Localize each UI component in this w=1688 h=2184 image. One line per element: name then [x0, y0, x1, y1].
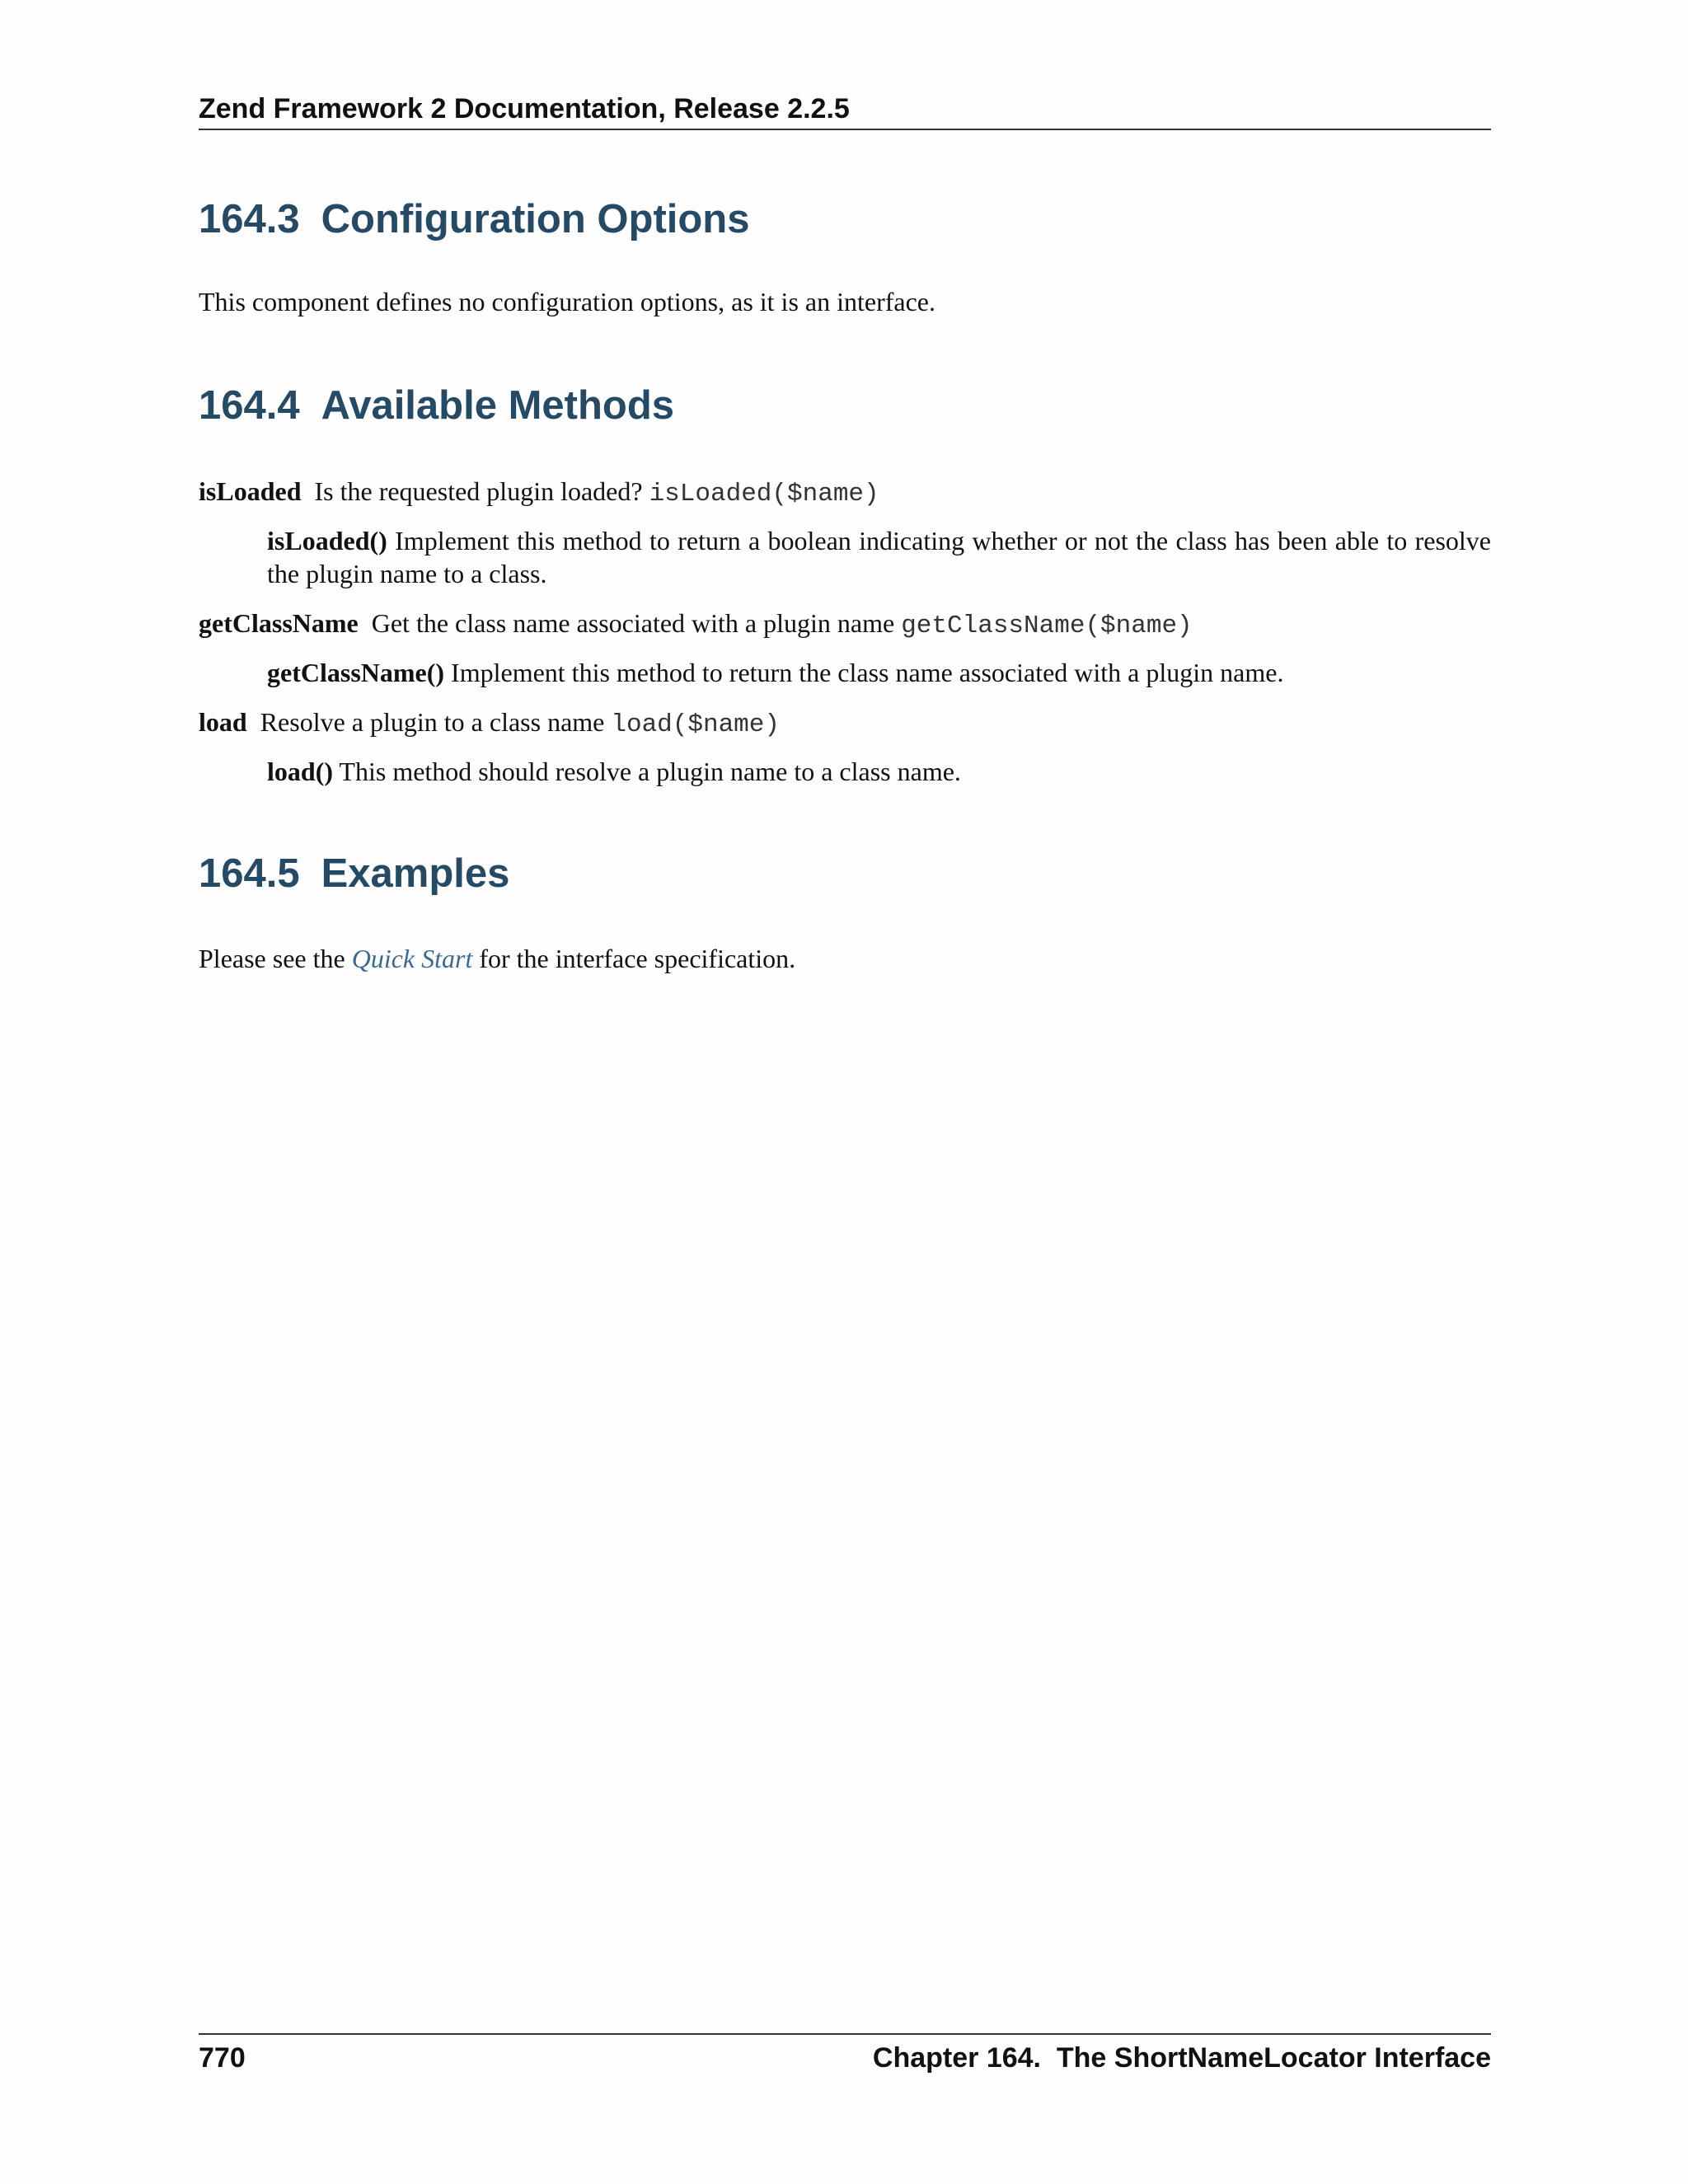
- method-detail-text: Implement this method to return the class name associated with a plugin name.: [451, 658, 1284, 687]
- method-signature: load($name): [611, 710, 780, 739]
- section-number: 164.5: [199, 851, 300, 896]
- section-title: Configuration Options: [321, 197, 750, 241]
- section-title: Available Methods: [321, 383, 675, 428]
- examples-text-before: Please see the: [199, 944, 345, 973]
- method-name: getClassName: [199, 608, 359, 638]
- method-signature: isLoaded($name): [649, 480, 879, 509]
- method-summary: Resolve a plugin to a class name: [260, 707, 605, 737]
- method-detail-name: isLoaded(): [267, 526, 387, 555]
- method-name: load: [199, 707, 247, 737]
- method-detail-name: getClassName(): [267, 658, 445, 687]
- configuration-options-text: This component defines no configuration options, as it is an interface.: [199, 287, 935, 316]
- quick-start-link[interactable]: Quick Start: [351, 944, 473, 973]
- header-title: Zend Framework 2 Documentation, Release 2.2.5: [199, 93, 850, 124]
- section-heading-available-methods: [199, 381, 674, 430]
- method-term-getclassname: [199, 607, 1491, 643]
- document-page: [199, 0, 1491, 2184]
- section-heading-configuration-options: [199, 194, 749, 244]
- method-name: isLoaded: [199, 476, 302, 506]
- section-number: 164.3: [199, 197, 300, 241]
- method-signature: getClassName($name): [901, 612, 1193, 640]
- section-number: 164.4: [199, 383, 300, 428]
- running-header: [199, 92, 1491, 130]
- page-number: 770: [199, 2042, 246, 2074]
- section-heading-examples: [199, 849, 509, 898]
- method-detail-text: This method should resolve a plugin name to a class name.: [339, 757, 961, 786]
- examples-text: [199, 942, 1491, 975]
- method-definition-getclassname: [267, 656, 1491, 689]
- method-definition-isloaded: [267, 524, 1491, 590]
- method-term-isloaded: [199, 475, 1491, 511]
- examples-text-after: for the interface specification.: [479, 944, 796, 973]
- method-detail-name: load(): [267, 757, 333, 786]
- section-title: Examples: [321, 851, 510, 896]
- method-term-load: [199, 705, 1491, 742]
- footer-chapter-title: Chapter 164. The ShortNameLocator Interface: [872, 2042, 1491, 2074]
- method-definition-load: [267, 755, 1491, 788]
- method-detail-text: Implement this method to return a boolean indicating whether or not the class has been able to resolve the plugin name to a class.: [267, 526, 1492, 588]
- method-summary: Get the class name associated with a plugin name: [371, 608, 895, 638]
- running-footer: [199, 2033, 1491, 2074]
- method-summary: Is the requested plugin loaded?: [314, 476, 643, 506]
